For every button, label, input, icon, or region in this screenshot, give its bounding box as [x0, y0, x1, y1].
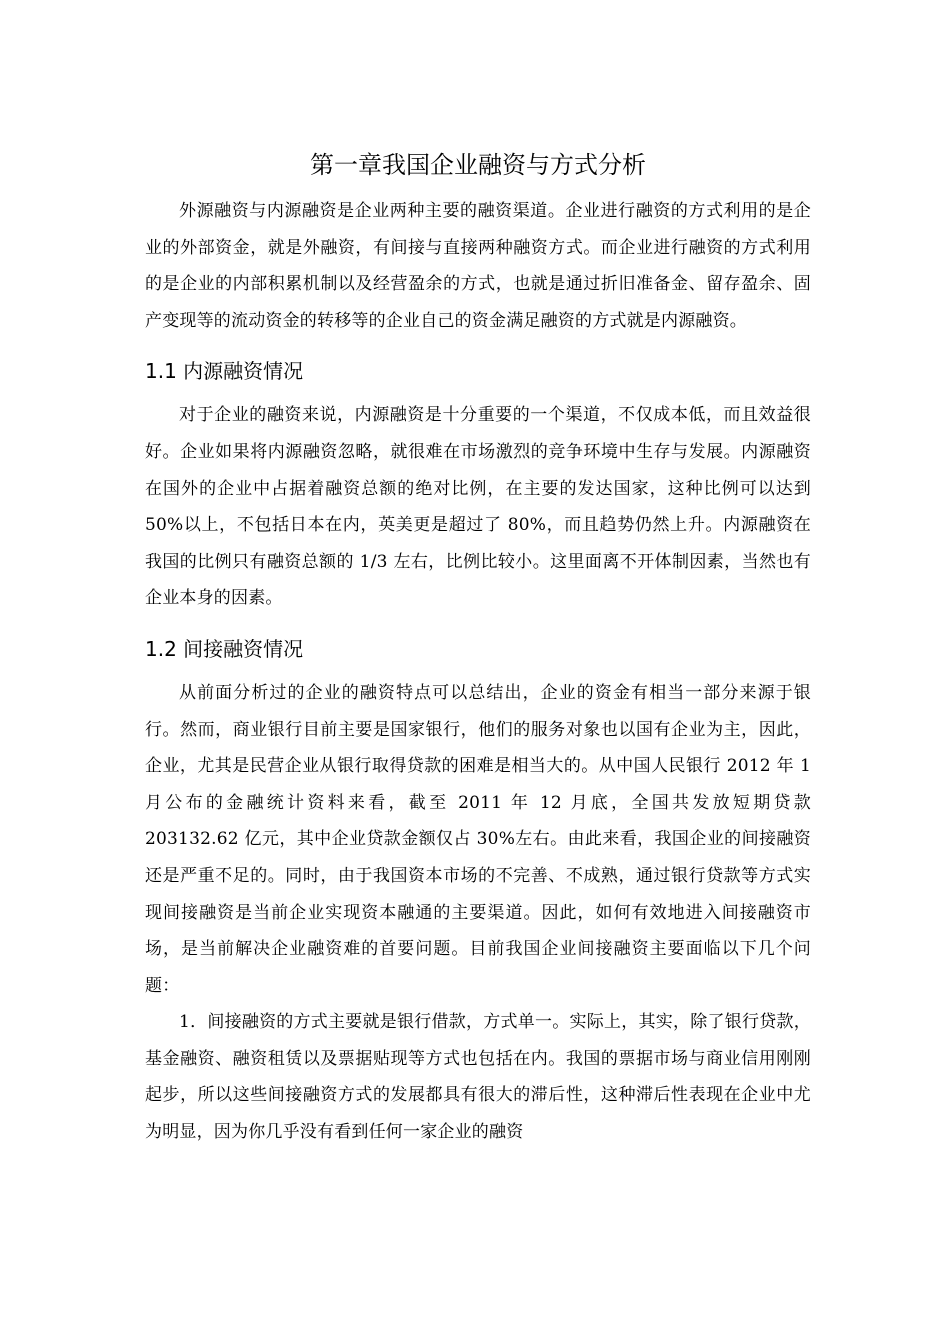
intro-paragraph: 外源融资与内源融资是企业两种主要的融资渠道。企业进行融资的方式利用的是企业的外部资金，就是外融资，有间接与直接两种融资方式。而企业进行融资的方式利用的是企业的内部积累机制以及经营盈余的方式，也就是通过折旧准备金、留存盈余、固产变现等的流动资金的转移等的企业自己的资金满足融资的方式就是内源融资。	[145, 201, 811, 331]
section-1-2-paragraph: 从前面分析过的企业的融资特点可以总结出，企业的资金有相当一部分来源于银行。然而，商业银行目前主要是国家银行，他们的服务对象也以国有企业为主，因此，企业，尤其是民营企业从银行取得贷款的困难是相当大的。从中国人民银行 2012 年 1 月公布的金融统计资料来看，截至 2011 年 12 月底，全国共发放短期贷款 203132.62 亿元，其中企业贷款金额仅占 30%左右。由此来看，我国企业的间接融资还是严重不足的。同时，由于我国资本市场的不完善、不成熟，通过银行贷款等方式实现间接融资是当前企业实现资本融通的主要渠道。因此，如何有效地进入间接融资市场，是当前解决企业融资难的首要问题。目前我国企业间接融资主要面临以下几个问题：	[145, 682, 811, 996]
section-heading-1-1: 1.1 内源融资情况	[145, 359, 304, 384]
section-1-1-paragraph: 对于企业的融资来说，内源融资是十分重要的一个渠道，不仅成本低，而且效益很好。企业如果将内源融资忽略，就很难在市场激烈的竞争环境中生存与发展。内源融资在国外的企业中占据着融资总额的绝对比例，在主要的发达国家，这种比例可以达到50%以上，不包括日本在内，英美更是超过了 80%，而且趋势仍然上升。内源融资在我国的比例只有融资总额的 1/3 左右，比例比较小。这里面离不开体制因素，当然也有企业本身的因素。	[145, 405, 811, 609]
chapter-title: 第一章我国企业融资与方式分析	[310, 151, 646, 179]
section-heading-1-2: 1.2 间接融资情况	[145, 636, 304, 661]
page-content	[145, 145, 811, 1151]
section-1-2-list-item-1: 1．间接融资的方式主要就是银行借款，方式单一。实际上，其实，除了银行贷款，基金融资、融资租赁以及票据贴现等方式也包括在内。我国的票据市场与商业信用刚刚起步，所以这些间接融资方式的发展都具有很大的滞后性，这种滞后性表现在企业中尤为明显，因为你几乎没有看到任何一家企业的融资	[145, 1012, 811, 1143]
